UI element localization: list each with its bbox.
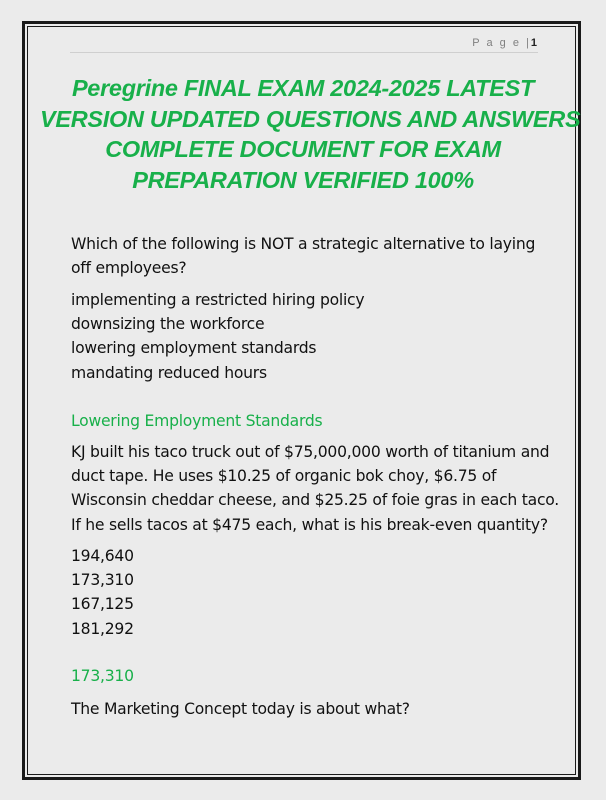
question-1-answer: Lowering Employment Standards	[71, 412, 323, 430]
question-line: The Marketing Concept today is about what?	[71, 700, 410, 718]
page-number-header	[472, 37, 537, 49]
option-item: 173,310	[71, 571, 134, 590]
title-line: COMPLETE DOCUMENT FOR EXAM	[105, 136, 501, 162]
document-title	[40, 73, 581, 195]
header-divider	[70, 52, 538, 53]
question-2-options	[71, 544, 134, 641]
option-item: downsizing the workforce	[71, 315, 265, 334]
question-1-text	[71, 232, 535, 280]
option-item: 181,292	[71, 619, 134, 638]
question-line: Wisconsin cheddar cheese, and $25.25 of foie gras in each taco.	[71, 491, 559, 510]
page-label: P a g e	[472, 37, 521, 49]
page-number: 1	[530, 37, 537, 49]
option-item: mandating reduced hours	[71, 363, 267, 382]
option-item: lowering employment standards	[71, 339, 317, 358]
question-2-text	[71, 440, 559, 537]
title-line: VERSION UPDATED QUESTIONS AND ANSWERS	[40, 105, 581, 132]
question-1-options	[71, 288, 364, 385]
question-line: KJ built his taco truck out of $75,000,000 worth of titanium and	[71, 443, 550, 461]
title-line: Peregrine FINAL EXAM 2024-2025 LATEST	[71, 75, 535, 101]
question-line: Which of the following is NOT a strategic alternative to laying	[71, 235, 536, 253]
option-item: 167,125	[71, 595, 134, 614]
question-2-answer: 173,310	[71, 667, 134, 685]
question-line: If he sells tacos at $475 each, what is his break-even quantity?	[71, 515, 548, 534]
page-separator: |	[526, 37, 531, 49]
option-item: implementing a restricted hiring policy	[71, 291, 365, 309]
question-3-text	[71, 697, 410, 721]
question-line: off employees?	[71, 259, 187, 278]
question-line: duct tape. He uses $10.25 of organic bok choy, $6.75 of	[71, 467, 497, 486]
title-line: PREPARATION VERIFIED 100%	[132, 166, 474, 193]
option-item: 194,640	[71, 547, 134, 565]
